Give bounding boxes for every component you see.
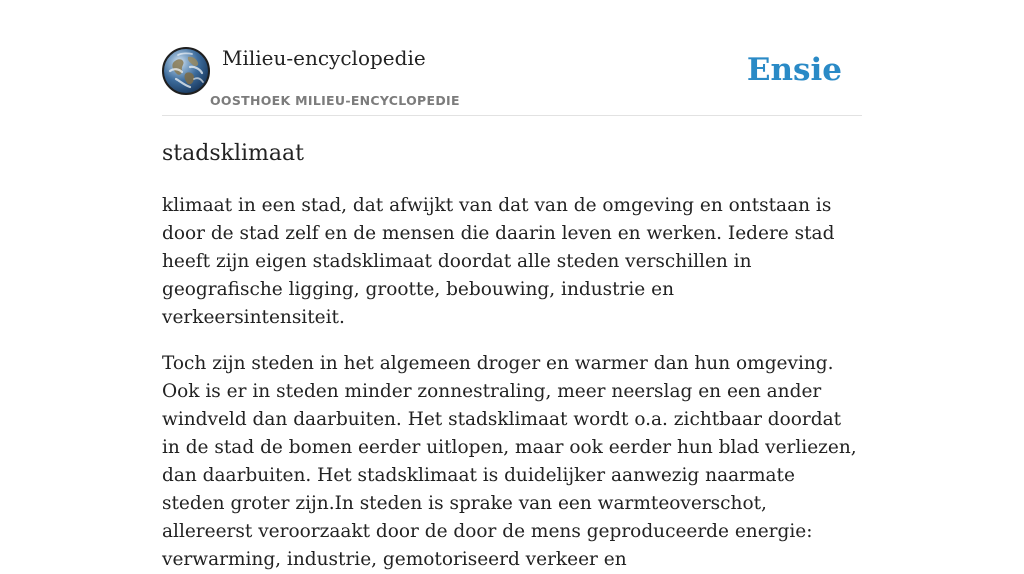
earth-globe-icon[interactable] bbox=[162, 47, 210, 95]
article-title: stadsklimaat bbox=[162, 141, 304, 166]
article bbox=[162, 138, 862, 574]
site-subtitle: OOSTHOEK MILIEU-ENCYCLOPEDIE bbox=[210, 93, 460, 108]
site-header bbox=[162, 46, 862, 116]
site-name[interactable]: Milieu-encyclopedie bbox=[222, 46, 426, 70]
brand-logo[interactable]: Ensie bbox=[746, 52, 842, 88]
article-paragraph: klimaat in een stad, dat afwijkt van dat van de omgeving en ontstaan is door de stad zelf en de mensen die daarin leven en werken. Iedere stad heeft zijn eigen stadsklimaat doordat alle steden verschillen in geografische ligging, grootte, bebouwing, industrie en verkeersintensiteit. bbox=[162, 195, 835, 328]
article-paragraph: Toch zijn steden in het algemeen droger en warmer dan hun omgeving. Ook is er in steden minder zonnestraling, meer neerslag en een ander windveld dan daarbuiten. Het stadsklimaat wordt o.a. zichtbaar doordat in de stad de bomen eerder uitlopen, maar ook eerder hun blad verliezen, dan daarbuiten. Het stadsklimaat is duidelijker aanwezig naarmate steden groter zijn.In steden is sprake van een warmteoverschot, allereerst veroorzaakt door de door de mens geproduceerde energie: verwarming, industrie, gemotoriseerd verkeer en bbox=[162, 353, 857, 570]
